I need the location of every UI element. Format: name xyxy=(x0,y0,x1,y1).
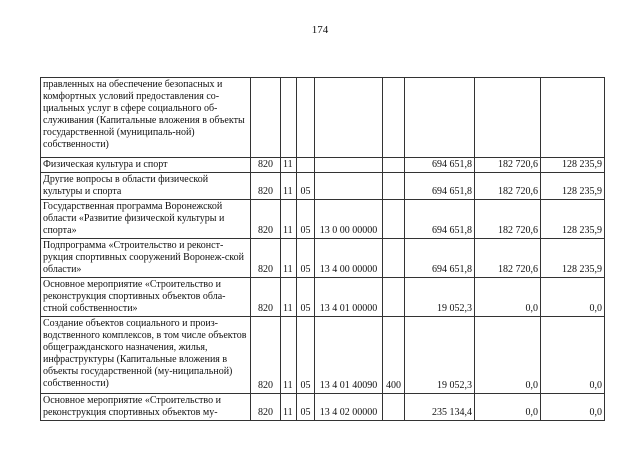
item-name: правленных на обеспечение безопасных и комфортных условий предоставления со-циальных услуг в сфере социального об-служивания (Капитальные вложения в объекты государственной (муниципаль-ной) собственности) xyxy=(41,78,251,158)
amount-year-1: 694 651,8 xyxy=(405,200,475,239)
expense-type-code xyxy=(383,78,405,158)
amount-year-3: 128 235,9 xyxy=(541,173,605,200)
amount-year-3: 128 235,9 xyxy=(541,239,605,278)
ministry-code: 820 xyxy=(251,278,281,317)
amount-year-3: 128 235,9 xyxy=(541,200,605,239)
target-article-code xyxy=(315,158,383,173)
section-code xyxy=(281,78,297,158)
expense-type-code xyxy=(383,278,405,317)
amount-year-1: 694 651,8 xyxy=(405,239,475,278)
ministry-code: 820 xyxy=(251,158,281,173)
amount-year-1: 19 052,3 xyxy=(405,278,475,317)
amount-year-3 xyxy=(541,78,605,158)
ministry-code: 820 xyxy=(251,200,281,239)
section-code: 11 xyxy=(281,158,297,173)
table-row xyxy=(41,173,605,200)
section-code: 11 xyxy=(281,394,297,421)
ministry-code: 820 xyxy=(251,317,281,394)
item-name: Создание объектов социального и произ-водственного комплексов, в том числе объектов общегражданского назначения, жилья, инфраструктуры (Капитальные вложения в объекты государственной (му-ниципальной) собственности) xyxy=(41,317,251,394)
subsection-code: 05 xyxy=(297,200,315,239)
target-article-code xyxy=(315,173,383,200)
section-code: 11 xyxy=(281,278,297,317)
ministry-code: 820 xyxy=(251,394,281,421)
amount-year-1 xyxy=(405,78,475,158)
section-code: 11 xyxy=(281,200,297,239)
ministry-code: 820 xyxy=(251,239,281,278)
table-row xyxy=(41,78,605,158)
ministry-code: 820 xyxy=(251,173,281,200)
page-number: 174 xyxy=(311,24,329,36)
expense-type-code xyxy=(383,239,405,278)
item-name: Государственная программа Воронежской области «Развитие физической культуры и спорта» xyxy=(41,200,251,239)
expense-type-code xyxy=(383,394,405,421)
amount-year-2 xyxy=(475,78,541,158)
subsection-code xyxy=(297,78,315,158)
item-name: Другие вопросы в области физической культуры и спорта xyxy=(41,173,251,200)
section-code: 11 xyxy=(281,239,297,278)
amount-year-1: 694 651,8 xyxy=(405,173,475,200)
amount-year-1: 19 052,3 xyxy=(405,317,475,394)
ministry-code xyxy=(251,78,281,158)
table-row xyxy=(41,200,605,239)
item-name: Подпрограмма «Строительство и реконст-рукция спортивных сооружений Воронеж-ской области» xyxy=(41,239,251,278)
target-article-code: 13 4 01 40090 xyxy=(315,317,383,394)
amount-year-2: 0,0 xyxy=(475,278,541,317)
table-row xyxy=(41,278,605,317)
expense-type-code xyxy=(383,158,405,173)
item-name: Физическая культура и спорт xyxy=(41,158,251,173)
expense-type-code: 400 xyxy=(383,317,405,394)
table-row xyxy=(41,394,605,421)
subsection-code: 05 xyxy=(297,317,315,394)
table-row xyxy=(41,317,605,394)
amount-year-2: 182 720,6 xyxy=(475,239,541,278)
expense-type-code xyxy=(383,173,405,200)
amount-year-1: 694 651,8 xyxy=(405,158,475,173)
amount-year-2: 0,0 xyxy=(475,317,541,394)
target-article-code: 13 4 00 00000 xyxy=(315,239,383,278)
target-article-code xyxy=(315,78,383,158)
table-row xyxy=(41,158,605,173)
amount-year-3: 0,0 xyxy=(541,278,605,317)
subsection-code: 05 xyxy=(297,394,315,421)
amount-year-2: 0,0 xyxy=(475,394,541,421)
amount-year-3: 0,0 xyxy=(541,317,605,394)
table-row xyxy=(41,239,605,278)
amount-year-2: 182 720,6 xyxy=(475,158,541,173)
amount-year-2: 182 720,6 xyxy=(475,173,541,200)
subsection-code: 05 xyxy=(297,278,315,317)
subsection-code xyxy=(297,158,315,173)
target-article-code: 13 0 00 00000 xyxy=(315,200,383,239)
target-article-code: 13 4 02 00000 xyxy=(315,394,383,421)
section-code: 11 xyxy=(281,173,297,200)
item-name: Основное мероприятие «Строительство и реконструкция спортивных объектов обла-стной собственности» xyxy=(41,278,251,317)
amount-year-2: 182 720,6 xyxy=(475,200,541,239)
amount-year-3: 0,0 xyxy=(541,394,605,421)
item-name: Основное мероприятие «Строительство и реконструкция спортивных объектов му- xyxy=(41,394,251,421)
table-body xyxy=(41,78,605,421)
budget-table xyxy=(40,77,605,421)
subsection-code: 05 xyxy=(297,173,315,200)
amount-year-1: 235 134,4 xyxy=(405,394,475,421)
expense-type-code xyxy=(383,200,405,239)
target-article-code: 13 4 01 00000 xyxy=(315,278,383,317)
subsection-code: 05 xyxy=(297,239,315,278)
section-code: 11 xyxy=(281,317,297,394)
amount-year-3: 128 235,9 xyxy=(541,158,605,173)
